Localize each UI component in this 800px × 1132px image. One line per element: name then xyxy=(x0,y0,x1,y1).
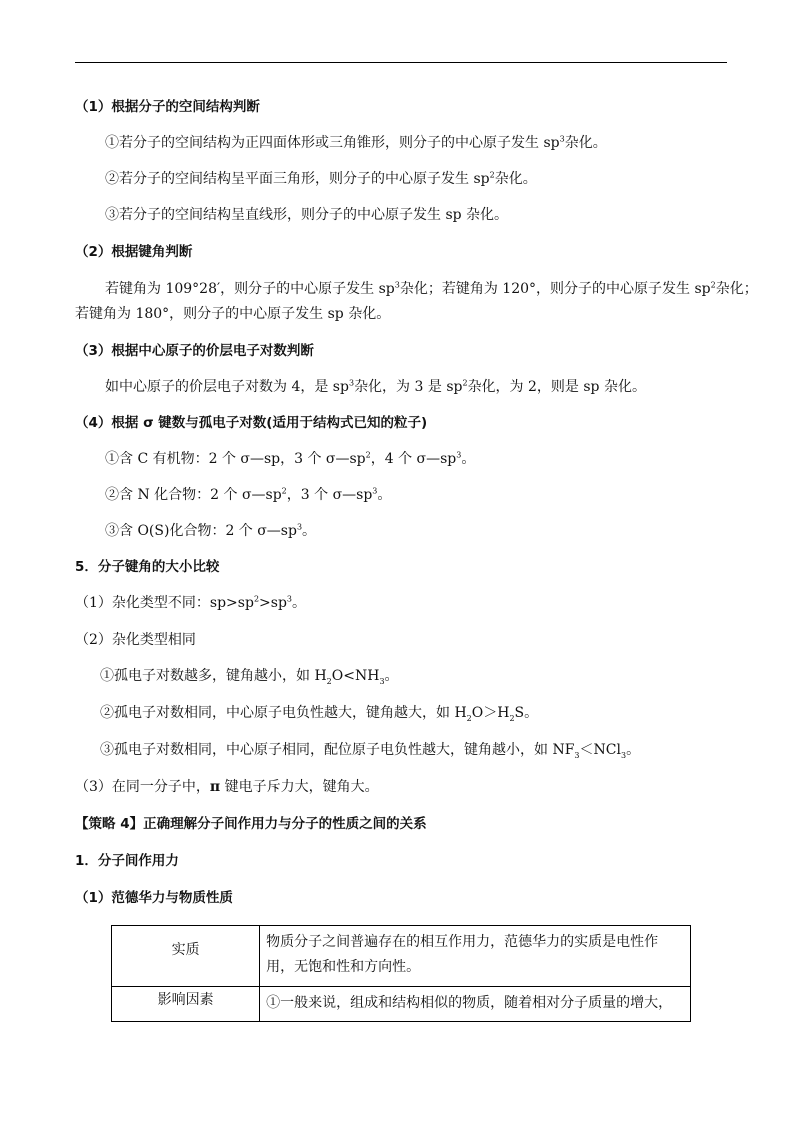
list-item: （1）杂化类型不同：$sp>sp^2>sp^3$。 xyxy=(75,594,307,611)
paragraph: 若键角为 109°28′，则分子的中心原子发生 $sp^3$杂化；若键角为 120°，则分子的中心原子发生 $sp^2$杂化； xyxy=(105,280,758,297)
table-label-cell: 实质 xyxy=(112,926,260,987)
vdw-properties-table xyxy=(111,925,691,1022)
subsection-heading: （1）范德华力与物质性质 xyxy=(75,890,233,906)
paragraph-continuation: 若键角为 180°，则分子的中心原子发生 sp 杂化。 xyxy=(75,306,391,322)
section-heading-valence-pairs: （3）根据中心原子的价层电子对数判断 xyxy=(75,343,314,359)
table-row xyxy=(112,926,691,987)
paragraph: 如中心原子的价层电子对数为 4，是 $sp^3$杂化，为 3 是 $sp^2$杂化，为 2，则是 sp 杂化。 xyxy=(105,378,646,395)
list-item: ③若分子的空间结构呈直线形，则分子的中心原子发生 sp 杂化。 xyxy=(105,207,509,223)
list-item: ③含 O(S)化合物：2 个 $\sigma—sp^3$。 xyxy=(105,522,317,539)
section-heading-sigma-bonds: （4）根据 σ 键数与孤电子对数(适用于结构式已知的粒子) xyxy=(75,415,428,431)
table-row xyxy=(112,987,691,1022)
header-rule xyxy=(75,62,727,63)
table-content-cell: ①一般来说，组成和结构相似的物质，随着相对分子质量的增大， xyxy=(260,987,691,1022)
table-content-cell: 物质分子之间普遍存在的相互作用力，范德华力的实质是电性作 用，无饱和性和方向性。 xyxy=(260,926,691,987)
list-item: （3）在同一分子中，π 键电子斥力大，键角大。 xyxy=(75,779,379,795)
list-item: ①含 C 有机物：2 个 σ—sp，3 个 $\sigma—sp^2$，4 个 $\sigma—sp^3$。 xyxy=(105,450,476,467)
list-item: ①若分子的空间结构为正四面体形或三角锥形，则分子的中心原子发生 $sp^3$杂化。 xyxy=(105,134,607,151)
section-heading-spatial-structure: （1）根据分子的空间结构判断 xyxy=(75,99,260,115)
list-item: ②若分子的空间结构呈平面三角形，则分子的中心原子发生 $sp^2$杂化。 xyxy=(105,170,537,187)
list-item: ③孤电子对数相同，中心原子相同，配位原子电负性越大，键角越小，如 $NF_3<NCl_3$。 xyxy=(100,742,641,760)
table-label-cell: 影响因素 xyxy=(112,987,260,1022)
list-item: （2）杂化类型相同 xyxy=(75,632,196,648)
section-heading-bond-angle: （2）根据键角判断 xyxy=(75,244,193,260)
section-heading-angle-comparison: 5．分子键角的大小比较 xyxy=(75,559,220,575)
list-item: ①孤电子对数越多，键角越小，如 $H_2O<NH_3$。 xyxy=(100,668,399,686)
list-item: ②孤电子对数相同，中心原子电负性越大，键角越大，如 $H_2O>H_2S$。 xyxy=(100,705,539,723)
strategy-heading: 【策略 4】正确理解分子间作用力与分子的性质之间的关系 xyxy=(75,816,427,832)
list-item: ②含 N 化合物：2 个 $\sigma—sp^2$，3 个 $\sigma—sp^3$。 xyxy=(105,486,392,503)
subsection-heading: 1．分子间作用力 xyxy=(75,853,179,869)
